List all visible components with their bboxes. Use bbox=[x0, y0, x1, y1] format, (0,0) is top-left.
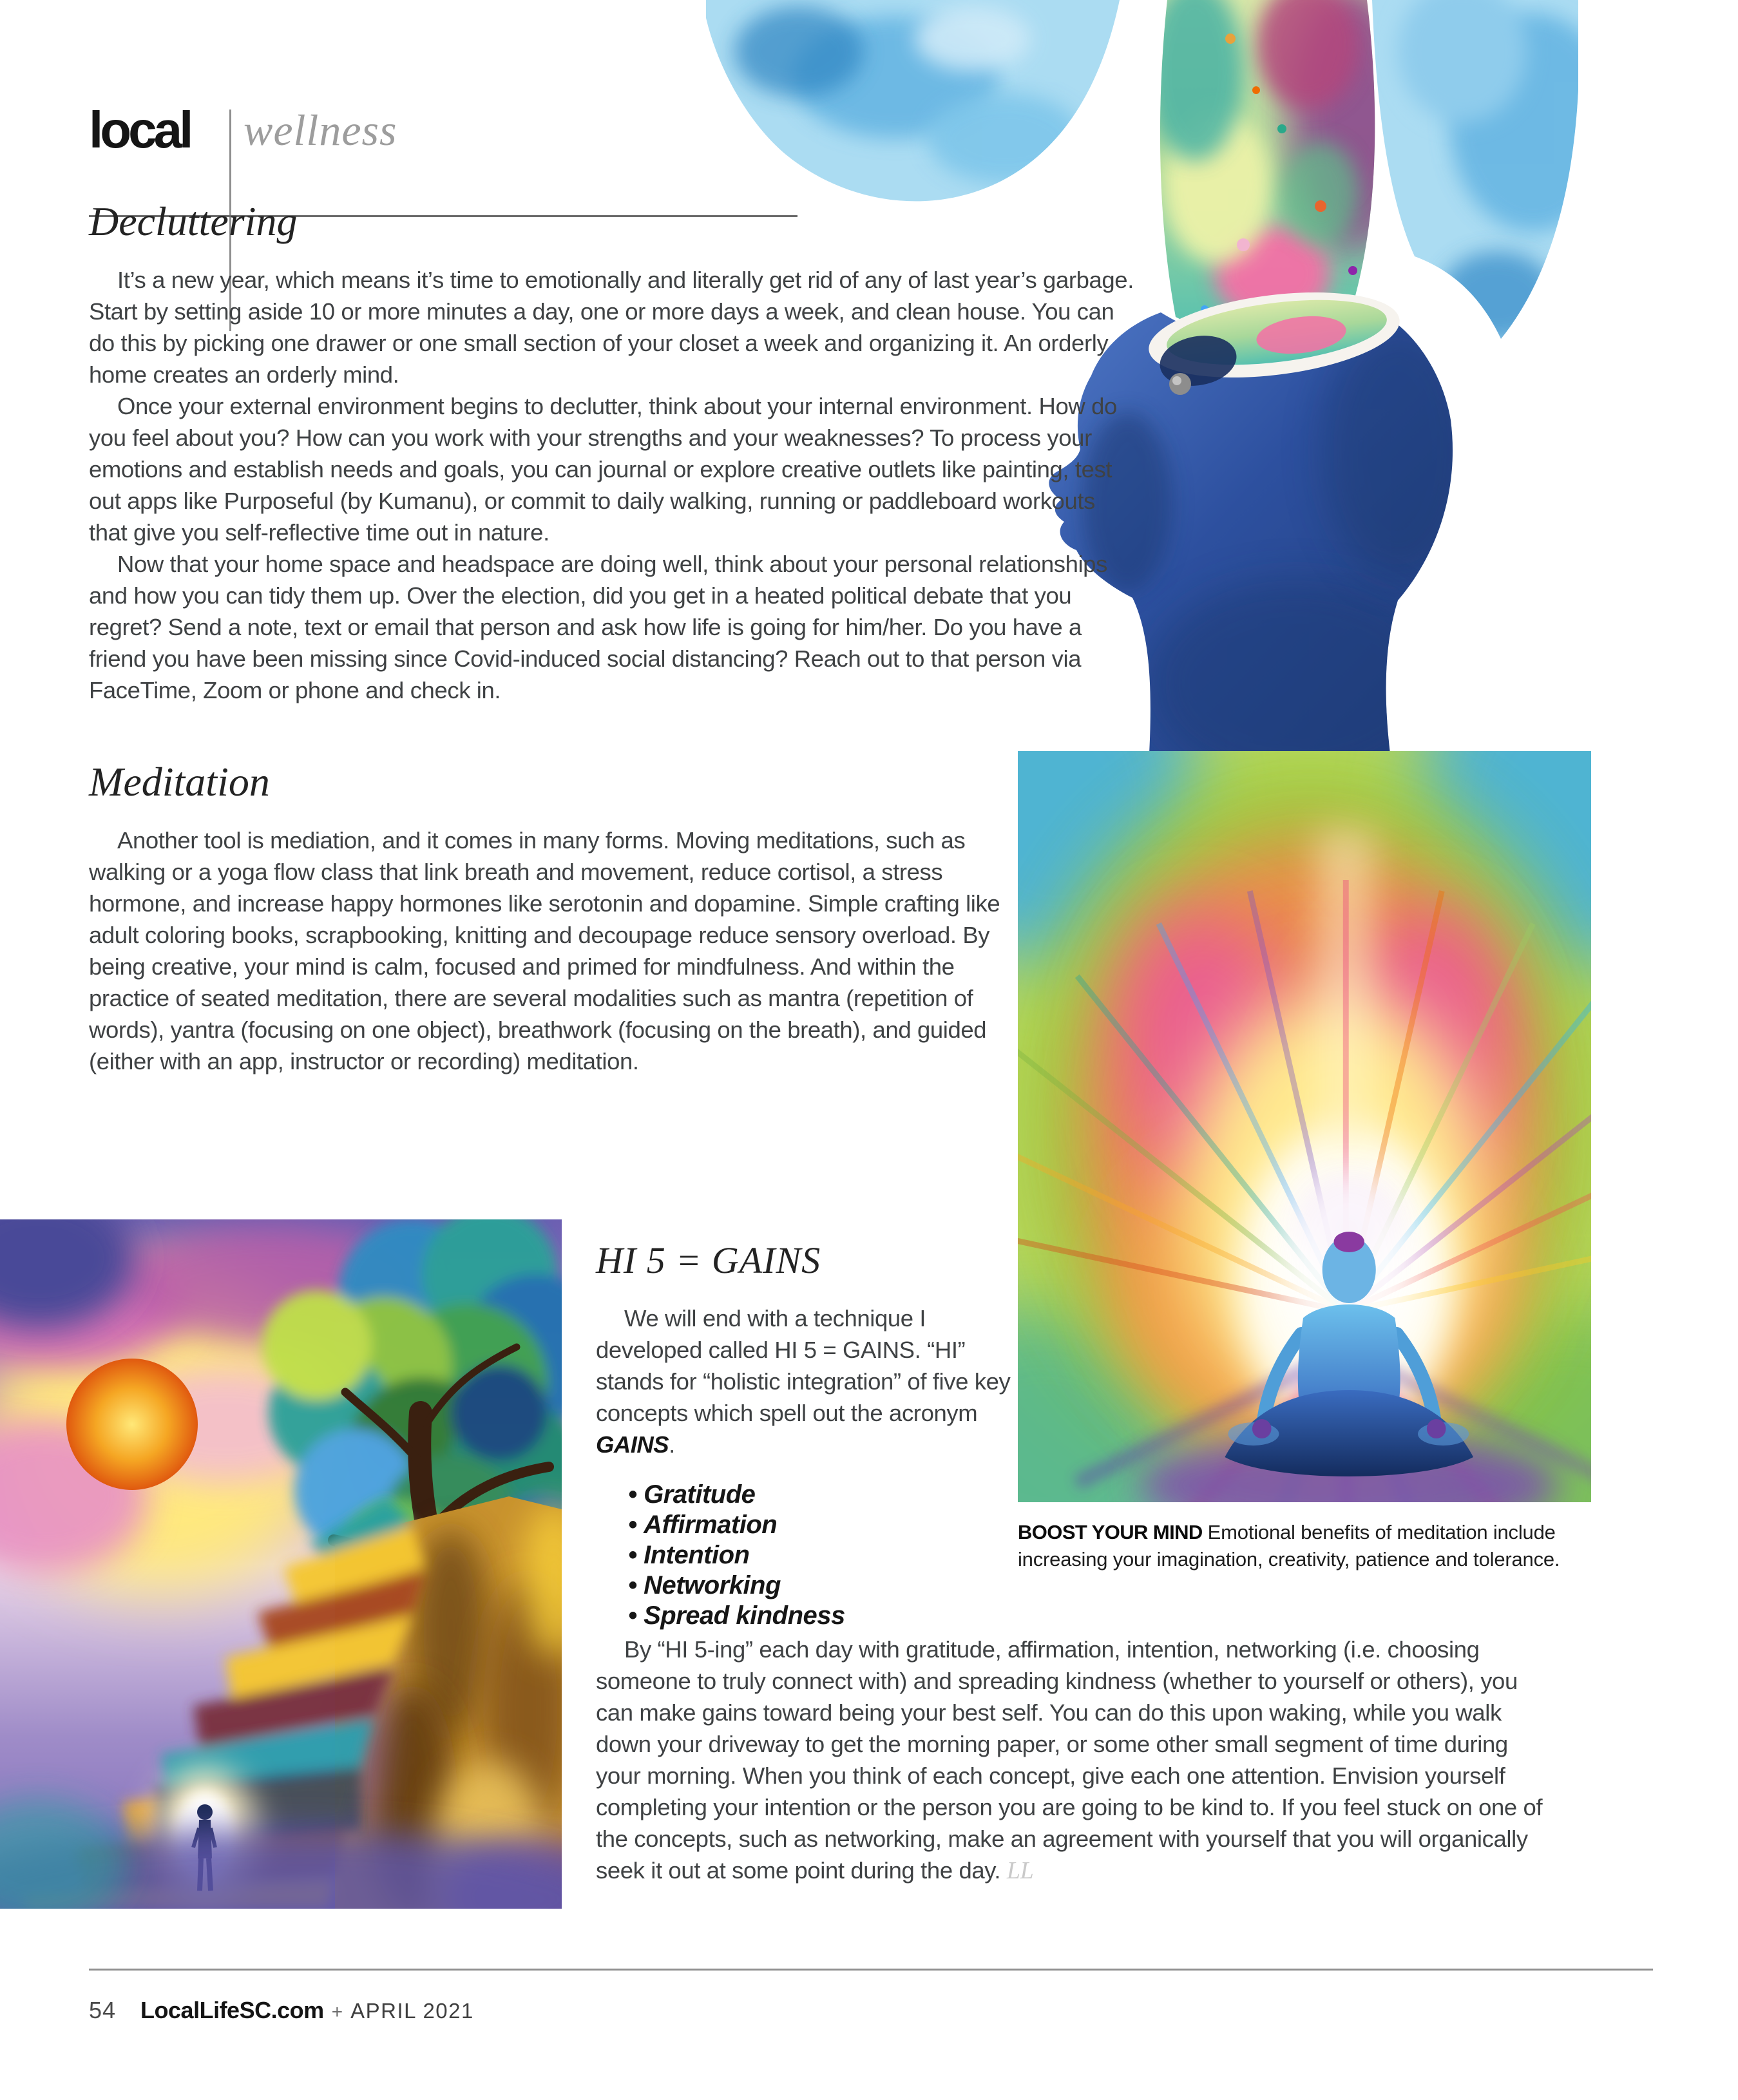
gains-body-text: By “HI 5-ing” each day with gratitude, affirmation, intention, networking (i.e. choosing someone to truly connect with) and spreading kindness (whether to yourself or others), you can make gains toward being your best self. You can do this upon waking, while you walk down your driveway to get the morning paper, or some other small segment of time during your morning. When you think of each concept, give each one attention. Envision yourself completing your intention or the person you are going to be kind to. If you feel stuck on one of the concepts, such as networking, make an agreement with yourself that you will organically seek it out at some point during the day. bbox=[596, 1636, 1543, 1884]
gains-acronym: GAINS bbox=[596, 1431, 669, 1458]
article-end-mark: LL bbox=[1006, 1857, 1034, 1884]
section-gains bbox=[596, 1239, 1013, 1631]
footer-date: APRIL 2021 bbox=[350, 1999, 474, 2023]
brand-logo: local bbox=[89, 101, 191, 158]
caption-text: Emotional benefits of meditation include increasing your imagination, creativity, patience and tolerance. bbox=[1018, 1521, 1560, 1570]
decluttering-heading: Decluttering bbox=[89, 198, 298, 244]
list-item: • Affirmation bbox=[628, 1510, 1013, 1540]
page-footer bbox=[89, 1997, 474, 2024]
section-meditation bbox=[89, 761, 1009, 1077]
list-item: • Gratitude bbox=[628, 1480, 1013, 1510]
sun bbox=[66, 1359, 198, 1490]
list-item: • Intention bbox=[628, 1540, 1013, 1570]
footer-rule bbox=[89, 1969, 1653, 1971]
gains-intro-text: We will end with a technique I developed called HI 5 = GAINS. “HI” stands for “holistic integration” of five key concepts which spell out the acronym bbox=[596, 1305, 1011, 1426]
meditation-art-image bbox=[1018, 751, 1591, 1502]
gains-list bbox=[596, 1480, 1013, 1631]
list-item: • Networking bbox=[628, 1570, 1013, 1601]
page-number: 54 bbox=[89, 1997, 117, 2023]
landscape-art-image bbox=[0, 1219, 562, 1909]
footer-site-name: LocalLifeSC.com bbox=[140, 1997, 324, 2023]
section-decluttering bbox=[89, 198, 1139, 706]
caption-label: BOOST YOUR MIND bbox=[1018, 1521, 1203, 1543]
gains-intro-suffix: . bbox=[669, 1431, 675, 1458]
meditation-paragraph: Another tool is mediation, and it comes in many forms. Moving meditations, such as walking or a yoga flow class that link breath and movement, reduce cortisol, a stress hormone, and increase happy hormones like serotonin and dopamine. Simple crafting like adult coloring books, scrapbooking, knitting and decoupage reduce sensory overload. By being creative, your mind is calm, focused and primed for mindfulness. And within the practice of seated meditation, there are several modalities such as mantra (repetition of words), yantra (focusing on one object), breathwork (focusing on the breath), and guided (either with an app, instructor or recording) meditation. bbox=[89, 827, 1000, 1074]
footer-separator: + bbox=[331, 2001, 343, 2023]
section-title: wellness bbox=[244, 106, 397, 155]
meditation-heading: Meditation bbox=[89, 759, 270, 805]
decluttering-paragraph: It’s a new year, which means it’s time to emotionally and literally get rid of any of last year’s garbage. Start by setting aside 10 or more minutes a day, one or more days a week, and clean house. You can do this by picking one drawer or one small section of your closet a week and organizing it. An orderly home creates an orderly mind. bbox=[89, 267, 1134, 388]
gains-body bbox=[596, 1634, 1548, 1887]
gains-intro bbox=[596, 1303, 1013, 1460]
decluttering-paragraph: Now that your home space and headspace are doing well, think about your personal relationships and how you can tidy them up. Over the election, did you get in a heated political debate that you regret? Send a note, text or email that person and ask how life is going for him/her. Do you have a friend you have been missing since Covid-induced social distancing? Reach out to that person via FaceTime, Zoom or phone and check in. bbox=[89, 551, 1107, 703]
photo-caption bbox=[1018, 1519, 1592, 1573]
gains-heading: HI 5 = GAINS bbox=[596, 1239, 821, 1281]
gains-body-paragraph bbox=[596, 1634, 1548, 1887]
decluttering-paragraph: Once your external environment begins to declutter, think about your internal environment. How do you feel about you? How can you work with your strengths and your weaknesses? To process your emotions and establish needs and goals, you can journal or explore creative outlets like painting, test out apps like Purposeful (by Kumanu), or commit to daily walking, running or paddleboard workouts that give you self-reflective time out in nature. bbox=[89, 393, 1117, 546]
list-item: • Spread kindness bbox=[628, 1601, 1013, 1631]
